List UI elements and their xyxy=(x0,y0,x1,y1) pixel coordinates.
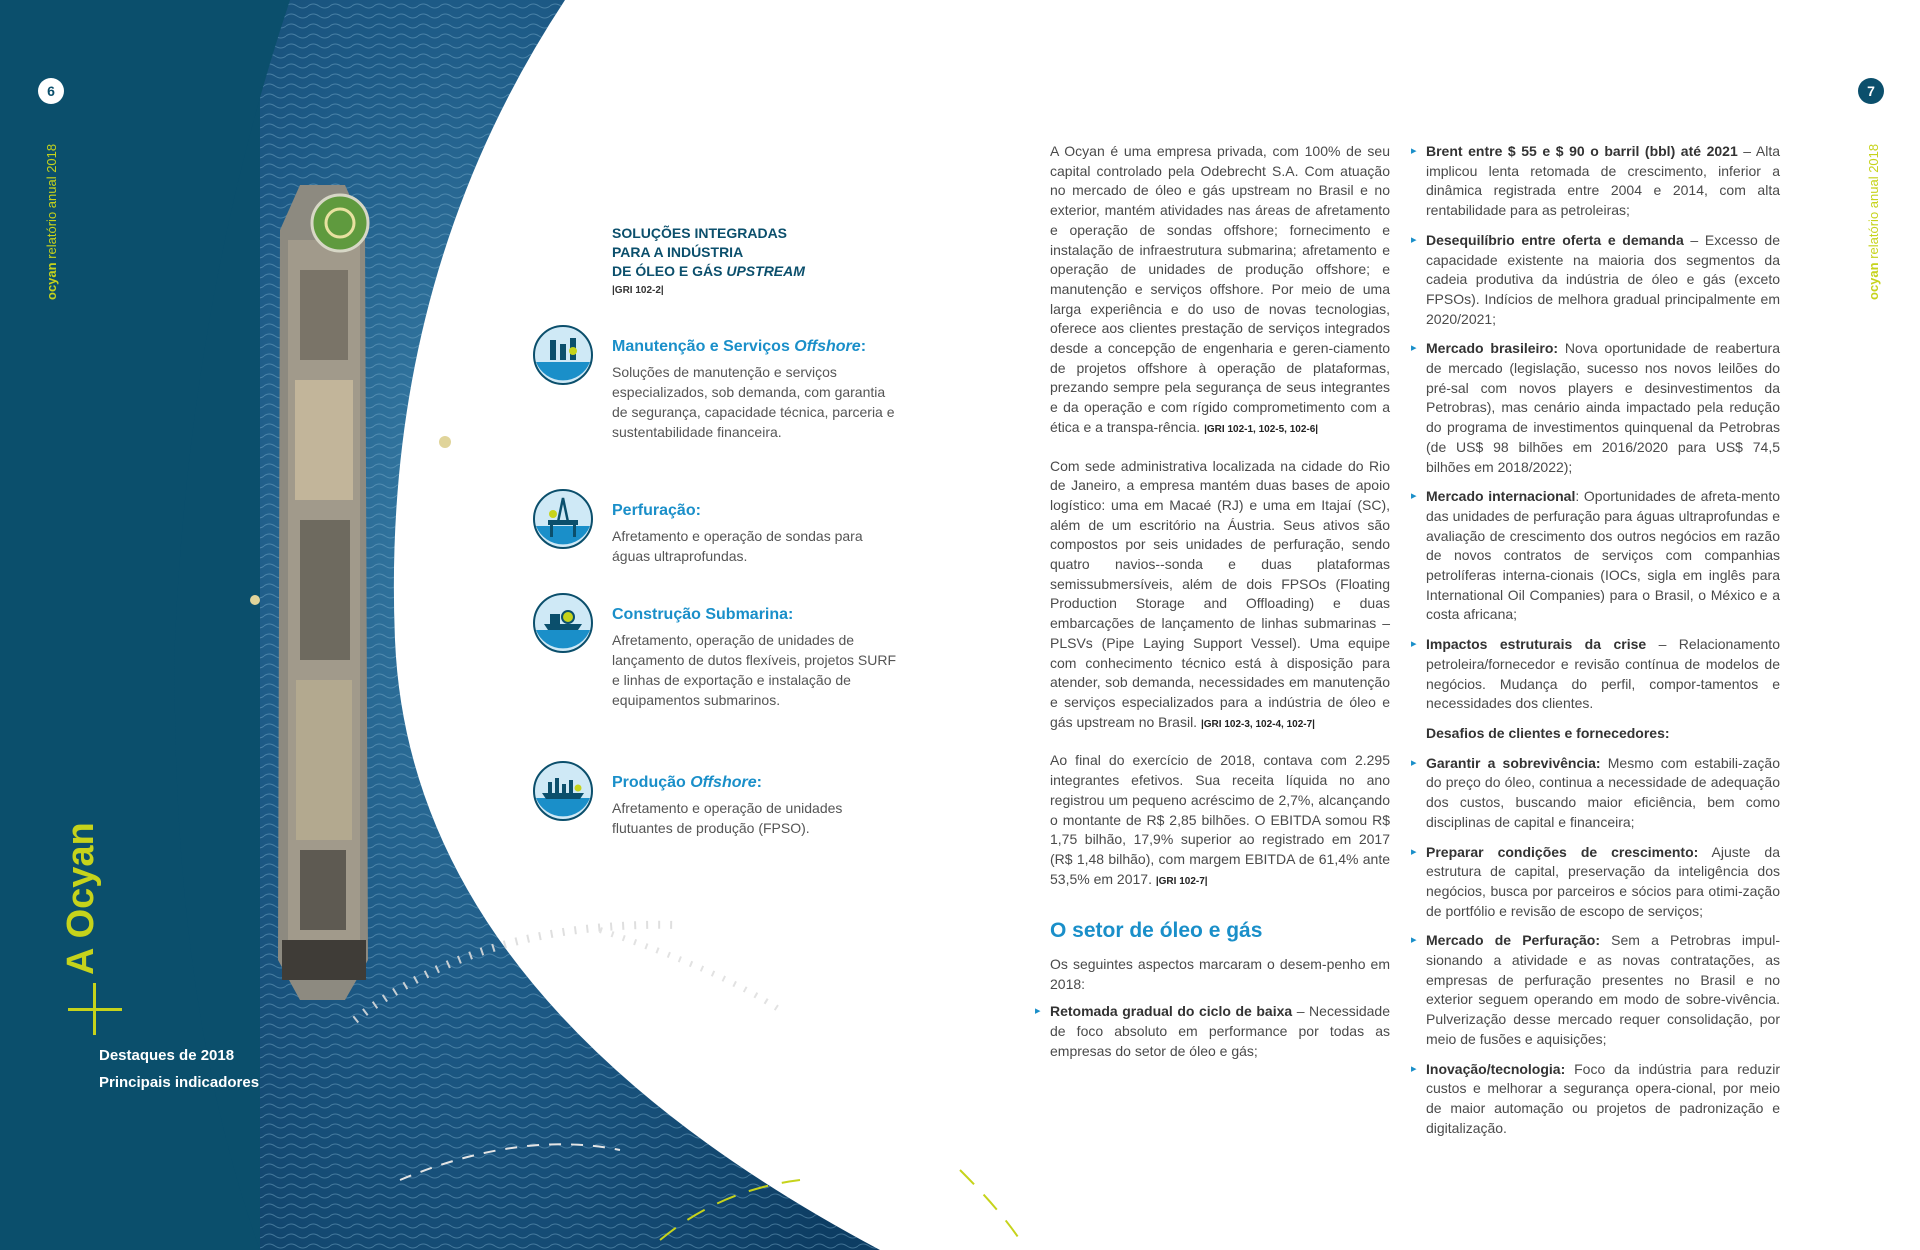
gri-reference: |GRI 102-2| xyxy=(612,285,664,296)
drilling-rig-icon xyxy=(532,488,594,550)
challenges-heading: Desafios de clientes e fornecedores: xyxy=(1426,724,1670,741)
text-column-2 xyxy=(1411,142,1781,1148)
plus-icon-horizontal xyxy=(68,1008,122,1011)
service-description: Afretamento e operação de unidades flutuantes de produção (FPSO). xyxy=(612,800,843,836)
service-description: Soluções de manutenção e serviços especializados, sob demanda, com garantia de segurança, capacidade técnica, parceria e sustentabilidade financeira. xyxy=(612,364,895,440)
bullet-item: ▸ Mercado internacional: Oportunidades de afreta-mento das unidades de perfuração para águas ultraprofundas e avaliação de crescimento dos outros negócios em razão de novos contratos de serviços com companhias petrolíferas interna-cionais (IOCs, sigla em inglês para International Oil Companies) para o Brasil, o México e a costa africana; xyxy=(1411,488,1780,623)
arrow-bullet-icon: ▸ xyxy=(1411,845,1417,858)
bullet-item: ▸ Garantir a sobrevivência: Mesmo com estabili-zação do preço do óleo, continua a necessidade de adequação dos custos, buscando maior eficiência, bem como disciplinas de capital e financeira; xyxy=(1411,754,1781,830)
bullet-item: ▸ Desequilíbrio entre oferta e demanda – Excesso de capacidade existente na maioria dos segmentos da cadeia produtiva da indústria de óleo e gás (exceto FPSOs). Indícios de melhora gradual principalmente em 2020/2021; xyxy=(1411,231,1781,327)
page-number-left: 6 xyxy=(38,78,64,104)
vertical-report-label-right: ocyan relatório anual 2018 xyxy=(1866,143,1881,300)
service-drilling xyxy=(532,488,902,578)
bullet-item: ▸ Mercado de Perfuração: Sem a Petrobras impul-sionando a atividade e as novas contratações, as empresas de perfuração presentes no Brasil e no exterior seguem operando em modo de sobre-vivência. Pulverização desse mercado requer consolidação, por meio de fusões e aquisições; xyxy=(1411,932,1780,1047)
arrow-bullet-icon: ▸ xyxy=(1035,1005,1041,1018)
link-principais-indicadores[interactable]: Principais indicadores xyxy=(99,1074,260,1091)
service-title: Manutenção e Serviços Offshore: xyxy=(612,338,867,355)
paragraph-results: Ao final do exercício de 2018, contava com 2.295 integrantes efetivos. Sua receita líquida no ano registrou um pequeno acréscimo de 2,7%, alcançando o montante de R$ 2,85 bilhões. O EBITDA somou R$ 1,75 bilhão, 17,9% superior ao registrado em 2017 (R$ 1,48 bilhão), com margem EBITDA de 61,4% ante 53,5% em 2017. |GRI 102-7| xyxy=(1050,752,1390,887)
arrow-bullet-icon: ▸ xyxy=(1411,145,1417,157)
page-number-right: 7 xyxy=(1858,78,1884,104)
vertical-report-label-left: ocyan relatório anual 2018 xyxy=(44,143,59,300)
fpso-icon xyxy=(532,760,594,822)
service-title: Produção Offshore: xyxy=(612,774,762,791)
arrow-bullet-icon: ▸ xyxy=(1411,233,1417,246)
section-title: A Ocyan xyxy=(60,822,102,975)
services-heading: SOLUÇÕES INTEGRADAS PARA A INDÚSTRIA DE ÓLEO E GÁS UPSTREAM |GRI 102-2| xyxy=(612,224,852,300)
link-destaques[interactable]: Destaques de 2018 xyxy=(99,1047,235,1064)
service-subsea xyxy=(532,592,902,722)
paragraph-company: A Ocyan é uma empresa privada, com 100% de seu capital controlado pela Odebrecht S.A. Com atuação no mercado de óleo e gás upstream no Brasil e no exterior, mantém atividades nas áreas de afretamento e operação de sondas offshore; fornecimento e instalação de infraestrutura submarina; afretamento e operação de unidades de produção offshore; e manutenção e serviços offshore. Por meio de uma larga experiência e do uso de novas tecnologias, oferece aos clientes prestação de serviços integrados desde a concepção de engenharia e geren-ciamento de projetos offshore à operação de plataformas, prezando sempre pela segurança de seus integrantes e da operação e com rígido comprometimento com a ética e a transpa-rência. |GRI 102-1, 102-5, 102-6| xyxy=(1050,143,1390,435)
bullet-item: ▸ Preparar condições de crescimento: Ajuste da estrutura de capital, preservação da inteligência dos negócios, busca por parceiros e sócios para otimi-zação de portfólio e revisão de escopo de serviços; xyxy=(1411,843,1780,919)
bullet-item: ▸ Brent entre $ 55 e $ 90 o barril (bbl) até 2021 – Alta implicou lenta retomada de crescimento, inferior a dinâmica registrada entre 2004 e 2014, com alta rentabilidade para as petroleiras; xyxy=(1411,143,1780,219)
arrow-bullet-icon: ▸ xyxy=(1411,1062,1417,1075)
pipe-laying-vessel-icon xyxy=(532,592,594,654)
arrow-bullet-icon: ▸ xyxy=(1411,342,1417,355)
bullet-item: ▸ Mercado brasileiro: Nova oportunidade de reabertura de mercado (legislação, sucesso nos novos leilões do pré-sal com novos players e desinvestimentos da Petrobras), mas cenário ainda impactado pela redução do programa de investimentos quinquenal da Petrobras (de US$ 98 bilhões em 2016/2020 para US$ 74,5 bilhões em 2018/2022); xyxy=(1411,340,1780,475)
arrow-bullet-icon: ▸ xyxy=(1411,756,1417,769)
paragraph-headquarters: Com sede administrativa localizada na cidade do Rio de Janeiro, a empresa mantém duas bases de apoio logístico: uma em Macaé (RJ) e uma em Itajaí (SC), além de um escritório na Áustria. Seus ativos são compostos por seis unidades de perfuração, sendo quatro navios--sonda e duas plataformas semissubmersíveis, além de dois FPSOs (Floating Production Storage and Offloading) e duas embarcações de lançamento de linhas submarinas – PLSVs (Pipe Laying Support Vessel). Uma equipe com conhecimento técnico está à disposição para atender, sob demanda, necessidades em manutenção e serviços especializados para a indústria de óleo e gás upstream no Brasil. |GRI 102-3, 102-4, 102-7| xyxy=(1050,457,1390,730)
maintenance-icon xyxy=(532,324,594,386)
sector-heading: O setor de óleo e gás xyxy=(1050,919,1263,943)
text-column-1 xyxy=(1035,142,1390,1072)
service-description: Afretamento, operação de unidades de lançamento de dutos flexíveis, projetos SURF e linhas de exportação e instalação de equipamentos submarinos. xyxy=(612,632,897,708)
bullet-item: ▸ Inovação/tecnologia: Foco da indústria para reduzir custos e melhorar a segurança opera-cional, por meio de maior automação ou projetos de padronização e digitalização. xyxy=(1411,1060,1780,1136)
service-maintenance xyxy=(532,324,902,444)
arrow-bullet-icon: ▸ xyxy=(1411,638,1417,651)
arrow-bullet-icon: ▸ xyxy=(1411,490,1417,503)
service-production xyxy=(532,760,902,860)
service-title: Perfuração: xyxy=(612,502,701,519)
service-title: Construção Submarina: xyxy=(612,606,794,623)
service-description: Afretamento e operação de sondas para águas ultraprofundas. xyxy=(612,528,863,564)
bullet-item: ▸ Retomada gradual do ciclo de baixa – Necessidade de foco absoluto em performance por todas as empresas do setor de óleo e gás; xyxy=(1035,1003,1390,1059)
bullet-item: ▸ Impactos estruturais da crise – Relacionamento petroleira/fornecedor e revisão contínua de modelos de negócios. Mudança do perfil, compor-tamentos e necessidades dos clientes. xyxy=(1411,636,1780,712)
arrow-bullet-icon: ▸ xyxy=(1411,934,1417,947)
sector-intro: Os seguintes aspectos marcaram o desem-penho em 2018: xyxy=(1050,956,1390,992)
